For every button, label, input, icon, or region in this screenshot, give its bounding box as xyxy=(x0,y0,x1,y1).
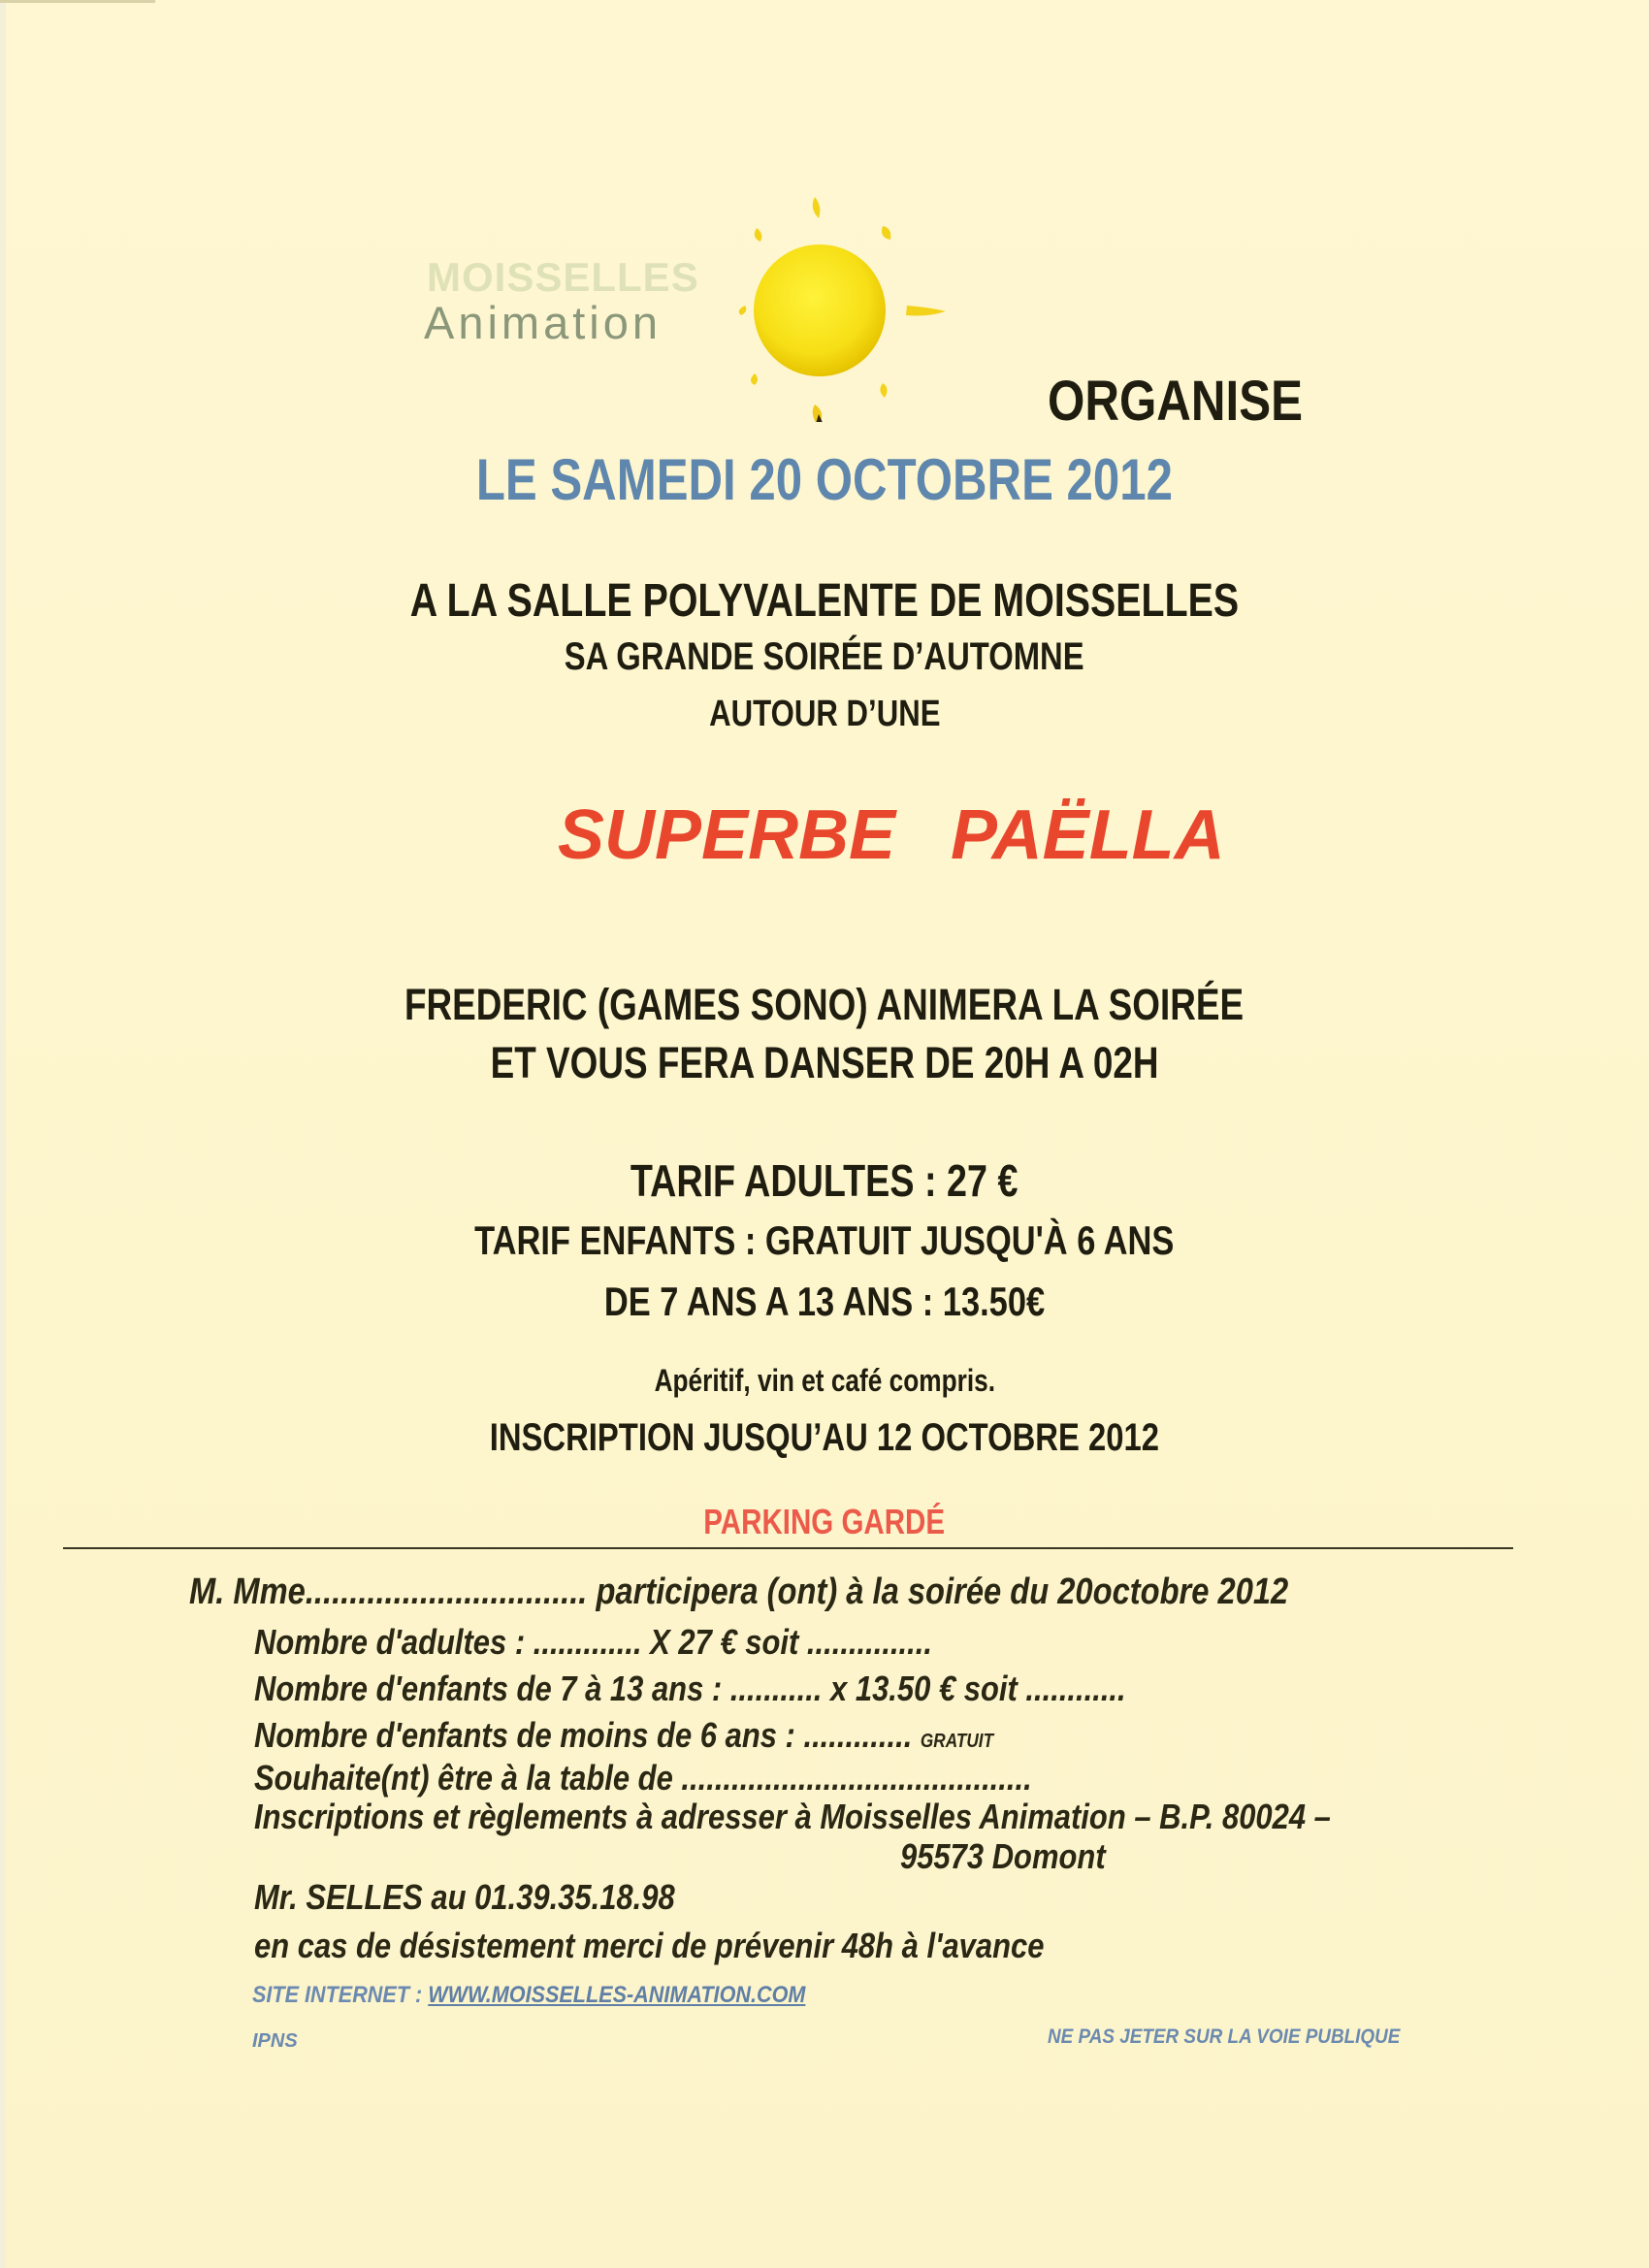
inscription-text: INSCRIPTION JUSQU’AU 12 OCTOBRE 2012 xyxy=(489,1416,1160,1459)
tarif-adultes xyxy=(0,1154,1649,1207)
tarif-enfants-text: TARIF ENFANTS : GRATUIT JUSQU'À 6 ANS xyxy=(474,1217,1175,1263)
event-autour-text: AUTOUR D’UNE xyxy=(708,694,941,734)
website-line xyxy=(252,1982,805,2009)
aperitif-note xyxy=(0,1363,1649,1399)
event-date xyxy=(0,446,1649,513)
highlight-paella: PAËLLA xyxy=(951,796,1225,874)
parking-text: PARKING GARDÉ xyxy=(703,1502,946,1541)
do-not-litter-note: NE PAS JETER SUR LA VOIE PUBLIQUE xyxy=(1048,2025,1401,2048)
form-line-children-under-6-text: Nombre d'enfants de moins de 6 ans : ............. xyxy=(254,1715,913,1755)
tarif-enfants xyxy=(0,1217,1649,1264)
dj-line1-text: FREDERIC (GAMES SONO) ANIMERA LA SOIRÉE xyxy=(404,980,1245,1029)
form-line-address: Inscriptions et règlements à adresser à Moisselles Animation – B.P. 80024 – xyxy=(254,1797,1331,1836)
dj-line1 xyxy=(0,980,1649,1030)
form-line-adults: Nombre d'adultes : ............. X 27 € soit ............... xyxy=(254,1622,932,1662)
event-place xyxy=(0,574,1649,628)
form-line-cancellation: en cas de désistement merci de prévenir 48h à l'avance xyxy=(254,1926,1045,1965)
tarif-ados xyxy=(0,1279,1649,1325)
cut-line-divider xyxy=(63,1547,1513,1549)
form-gratuit-label: GRATUIT xyxy=(920,1731,994,1752)
form-line-children-under-6 xyxy=(254,1715,993,1756)
dj-line2-text: ET VOUS FERA DANSER DE 20H A 02H xyxy=(490,1038,1159,1087)
logo-line1: MOISSELLES xyxy=(427,254,699,300)
scan-artifact xyxy=(0,0,155,3)
aperitif-text: Apéritif, vin et café compris. xyxy=(654,1363,995,1398)
form-line-children-7-13: Nombre d'enfants de 7 à 13 ans : ........... x 13.50 € soit ............ xyxy=(254,1669,1126,1708)
parking-note xyxy=(0,1502,1649,1542)
form-line-contact: Mr. SELLES au 01.39.35.18.98 xyxy=(254,1877,675,1917)
tarif-ados-text: DE 7 ANS A 13 ANS : 13.50€ xyxy=(603,1279,1046,1324)
form-line-city: 95573 Domont xyxy=(900,1836,1106,1876)
ipns-label: IPNS xyxy=(252,2030,298,2052)
organise-heading: ORGANISE xyxy=(1048,370,1303,433)
tarif-adultes-text: TARIF ADULTES : 27 € xyxy=(630,1155,1018,1206)
event-place-text: A LA SALLE POLYVALENTE DE MOISSELLES xyxy=(409,575,1240,627)
event-date-text: LE SAMEDI 20 OCTOBRE 2012 xyxy=(475,447,1174,512)
form-line-table: Souhaite(nt) être à la table de .......................................... xyxy=(254,1758,1032,1798)
dj-line2 xyxy=(0,1038,1649,1088)
event-autour xyxy=(0,694,1649,735)
website-label: SITE INTERNET : xyxy=(252,1982,423,2008)
logo-line2: Animation xyxy=(424,297,662,348)
highlight-superbe: SUPERBE xyxy=(558,796,896,874)
website-link[interactable]: WWW.MOISSELLES-ANIMATION.COM xyxy=(428,1982,806,2008)
form-line-name: M. Mme................................ participera (ont) à la soirée du 20octobre 2012 xyxy=(189,1571,1289,1612)
event-soiree-text: SA GRANDE SOIRÉE D’AUTOMNE xyxy=(565,635,1084,678)
paper-edge xyxy=(0,0,6,2268)
inscription-deadline xyxy=(0,1416,1649,1460)
event-soiree xyxy=(0,635,1649,679)
sun-icon xyxy=(737,189,970,422)
